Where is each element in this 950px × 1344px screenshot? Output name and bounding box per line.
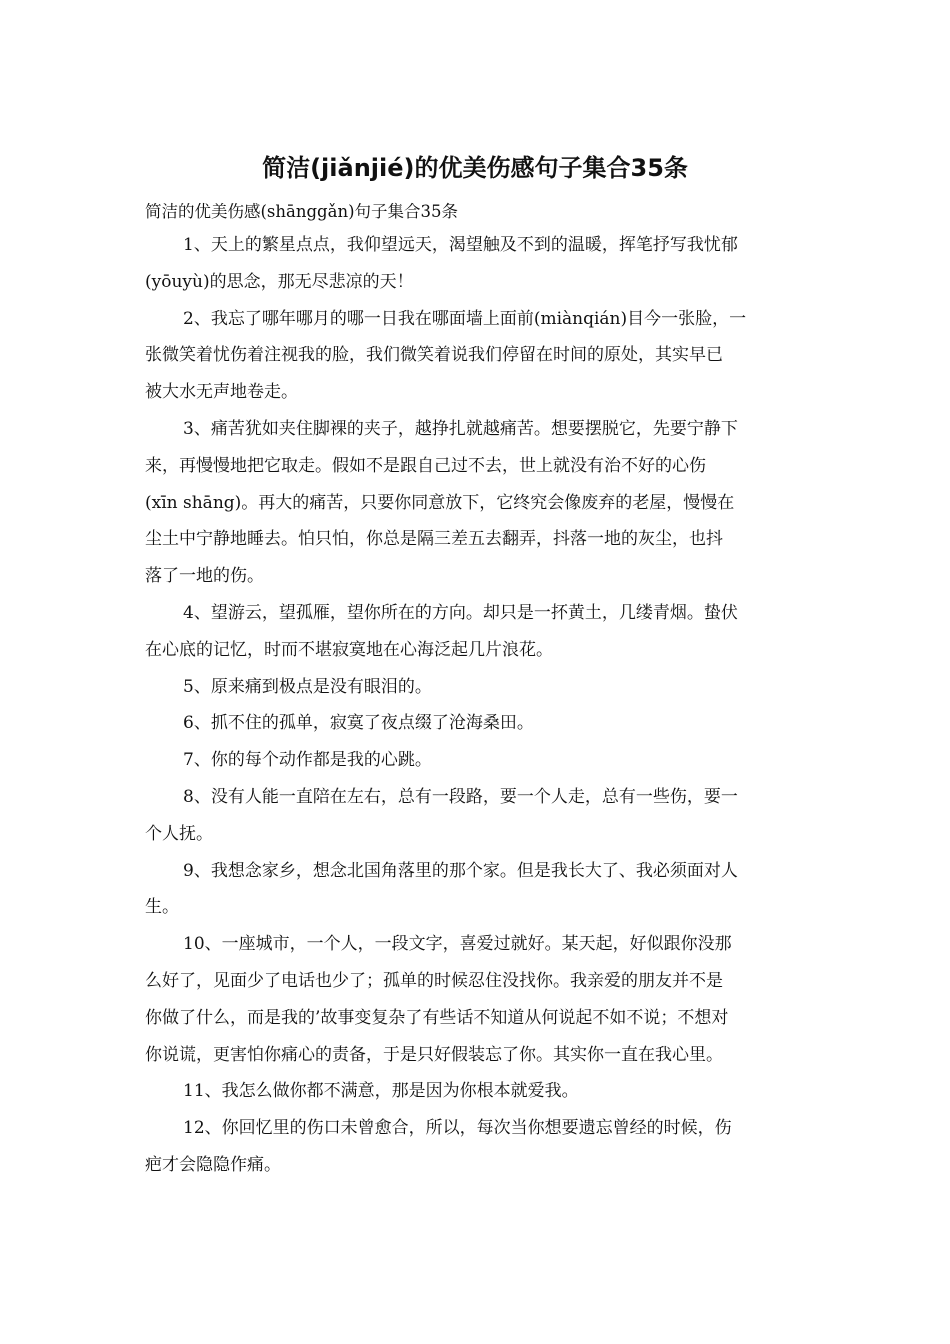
paragraph-list (145, 227, 810, 1184)
paragraph-line: 被大水无声地卷走。 (145, 382, 298, 403)
paragraph (145, 853, 810, 927)
document-subtitle: 简洁的优美伤感(shānggǎn)句子集合35条 (145, 202, 459, 221)
paragraph-line: 10、一座城市，一个人，一段文字，喜爱过就好。某天起，好似跟你没那 (183, 934, 732, 955)
paragraph-line: 9、我想念家乡，想念北国角落里的那个家。但是我长大了、我必须面对人 (183, 860, 738, 881)
paragraph (145, 227, 810, 301)
paragraph-line: 生。 (145, 897, 179, 918)
paragraph-line: 11、我怎么做你都不满意，那是因为你根本就爱我。 (183, 1081, 579, 1102)
paragraph-line: (xīn shāng)。再大的痛苦，只要你同意放下，它终究会像废弃的老屋，慢慢在 (145, 492, 735, 513)
paragraph (145, 1073, 810, 1110)
paragraph (145, 1110, 810, 1184)
paragraph-line: (yōuyù)的思念，那无尽悲凉的天！ (145, 271, 414, 292)
paragraph-line: 1、天上的繁星点点，我仰望远天，渴望触及不到的温暖，挥笔抒写我忧郁 (183, 235, 738, 255)
paragraph-line: 尘土中宁静地睡去。怕只怕，你总是隔三差五去翻弄，抖落一地的灰尘，也抖 (145, 529, 723, 550)
document-body (145, 197, 810, 1184)
paragraph (145, 705, 810, 742)
paragraph-line: 张微笑着忧伤着注视我的脸，我们微笑着说我们停留在时间的原处，其实早已 (145, 345, 723, 366)
paragraph-line: 3、痛苦犹如夹住脚裸的夹子，越挣扎就越痛苦。想要摆脱它，先要宁静下 (183, 418, 738, 439)
paragraph-line: 你说谎，更害怕你痛心的责备，于是只好假装忘了你。其实你一直在我心里。 (145, 1044, 723, 1065)
paragraph-line: 8、没有人能一直陪在左右，总有一段路，要一个人走，总有一些伤，要一 (183, 786, 738, 807)
paragraph (145, 411, 810, 595)
paragraph-line: 么好了，见面少了电话也少了；孤单的时候忍住没找你。我亲爱的朋友并不是 (145, 970, 723, 991)
paragraph-line: 7、你的每个动作都是我的心跳。 (183, 750, 432, 771)
paragraph-line: 在心底的记忆，时而不堪寂寞地在心海泛起几片浪花。 (145, 639, 553, 660)
paragraph-line: 12、你回忆里的伤口未曾愈合，所以，每次当你想要遗忘曾经的时候，伤 (183, 1118, 732, 1139)
paragraph (145, 669, 810, 706)
paragraph-line: 疤才会隐隐作痛。 (145, 1154, 281, 1175)
paragraph (145, 301, 810, 411)
paragraph-line: 你做了什么，而是我的’故事变复杂了有些话不知道从何说起不如不说；不想对 (145, 1007, 729, 1028)
paragraph-line: 来，再慢慢地把它取走。假如不是跟自己过不去，世上就没有治不好的心伤 (145, 455, 706, 476)
paragraph-line: 2、我忘了哪年哪月的哪一日我在哪面墙上面前(miànqián)目今一张脸，一 (183, 308, 747, 329)
paragraph-line: 4、望游云，望孤雁，望你所在的方向。却只是一抔黄土，几缕青烟。蛰伏 (183, 602, 738, 623)
paragraph (145, 595, 810, 669)
paragraph (145, 779, 810, 853)
paragraph-line: 6、抓不住的孤单，寂寞了夜点缀了沧海桑田。 (183, 713, 534, 734)
paragraph (145, 926, 810, 1073)
paragraph-line: 个人抚。 (145, 823, 213, 844)
paragraph-line: 5、原来痛到极点是没有眼泪的。 (183, 676, 432, 697)
paragraph-line: 落了一地的伤。 (145, 566, 264, 587)
document-title: 简洁(jiǎnjié)的优美伤感句子集合35条 (262, 154, 688, 182)
paragraph (145, 742, 810, 779)
